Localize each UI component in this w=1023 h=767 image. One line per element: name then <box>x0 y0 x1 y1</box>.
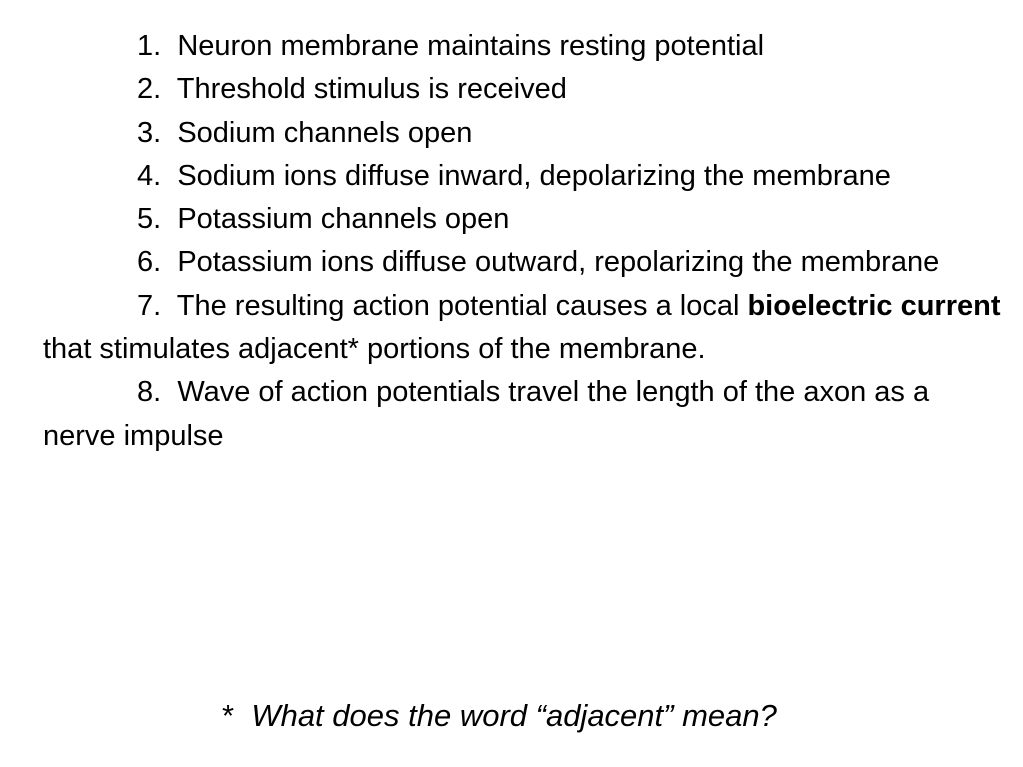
step-text: Potassium channels open <box>177 203 510 236</box>
question-text: What does the word “adjacent” mean? <box>251 698 777 733</box>
step-number: 5. <box>137 203 162 236</box>
step-text: Threshold stimulus is received <box>176 73 567 106</box>
step-number: 1. <box>137 30 162 62</box>
step-2 <box>43 68 1003 111</box>
step-text: The resulting action potential causes a local <box>176 289 740 322</box>
step-text: Neuron membrane maintains resting potential <box>177 30 765 62</box>
step-6 <box>43 241 1003 284</box>
step-text: Sodium channels open <box>177 116 473 149</box>
step-5 <box>43 198 1003 241</box>
steps-list <box>43 25 1003 458</box>
step-text-continued: that stimulates adjacent* portions of the membrane. <box>43 333 706 366</box>
step-8 <box>43 371 1003 458</box>
step-number: 7. <box>137 289 162 322</box>
step-number: 3. <box>137 116 162 149</box>
step-3 <box>43 112 1003 155</box>
step-number: 6. <box>137 246 162 279</box>
asterisk-marker: * <box>222 698 235 733</box>
footnote-question <box>222 696 777 736</box>
step-7 <box>43 285 1003 372</box>
step-text: Potassium ions diffuse outward, repolarizing the membrane <box>177 246 940 279</box>
step-number: 2. <box>137 73 162 106</box>
step-number: 4. <box>137 159 162 192</box>
bold-term: bioelectric current <box>747 289 1001 322</box>
step-text: Sodium ions diffuse inward, depolarizing the membrane <box>177 159 891 192</box>
step-1 <box>43 25 1003 68</box>
step-4 <box>43 155 1003 198</box>
step-number: 8. <box>137 376 162 409</box>
step-text: Wave of action potentials travel the length of the axon as a nerve impulse <box>43 376 930 452</box>
